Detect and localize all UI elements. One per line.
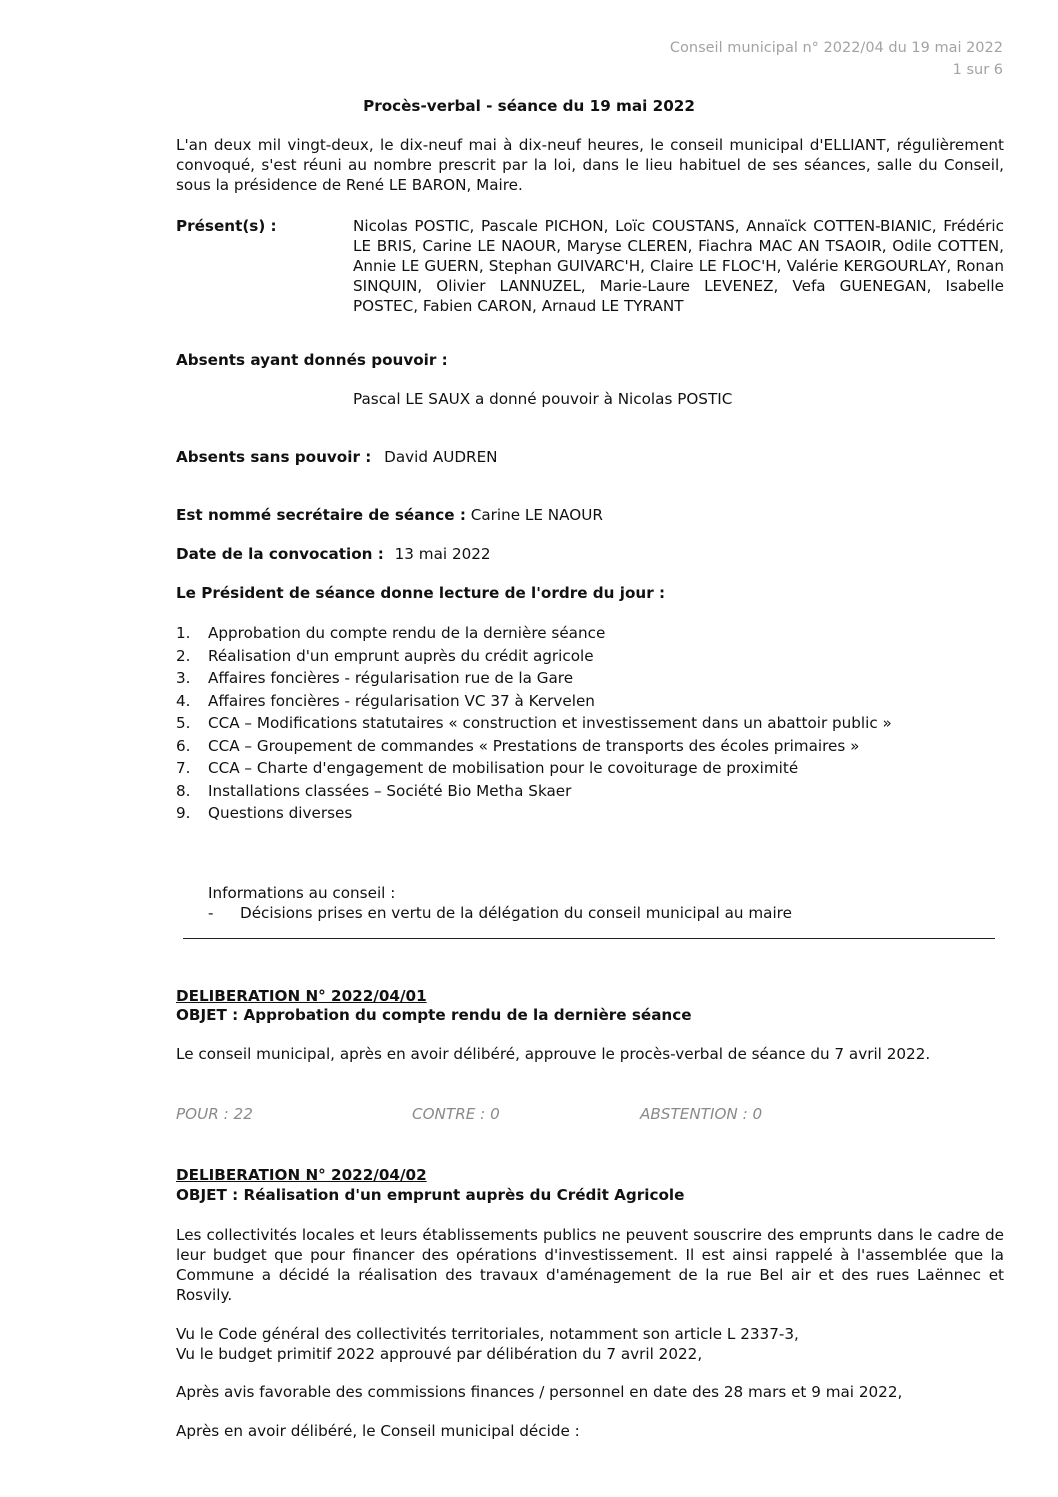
deliberation-2-number: DELIBERATION N° 2022/04/02 bbox=[176, 1166, 427, 1184]
present-label: Présent(s) : bbox=[176, 217, 277, 235]
absents-sans-value: David AUDREN bbox=[384, 448, 498, 466]
agenda-item: 2. Réalisation d'un emprunt auprès du crédit agricole bbox=[176, 646, 594, 665]
deliberation-2-avis: Après avis favorable des commissions finances / personnel en date des 28 mars et 9 mai 2022, bbox=[176, 1383, 903, 1401]
agenda-item: 1. Approbation du compte rendu de la dernière séance bbox=[176, 624, 606, 642]
convocation-value: 13 mai 2022 bbox=[394, 545, 491, 563]
agenda-item: 7. CCA – Charte d'engagement de mobilisation pour le covoiturage de proximité bbox=[176, 759, 799, 777]
vote-abstention: ABSTENTION : 0 bbox=[640, 1105, 763, 1123]
informations-bullet: - bbox=[208, 904, 214, 922]
absents-pouvoir-text: Pascal LE SAUX a donné pouvoir à Nicolas POSTIC bbox=[353, 390, 733, 408]
header-meeting-ref: Conseil municipal n° 2022/04 du 19 mai 2022 bbox=[669, 40, 1003, 56]
deliberation-2-vu2: Vu le budget primitif 2022 approuvé par délibération du 7 avril 2022, bbox=[176, 1345, 703, 1363]
deliberation-2-para1: Les collectivités locales et leurs établissements publics ne peuvent souscrire des emprunts dans le cadre de leur budget que pour financer des opérations d'investissement. Il est ainsi rappelé à l'assemblée que la Commune a décidé la réalisation des travaux d'aménagement de la rue Bel air et des rues Laënnec et Rosvily. bbox=[176, 1226, 1004, 1304]
deliberation-2-vu1: Vu le Code général des collectivités territoriales, notamment son article L 2337-3, bbox=[176, 1325, 799, 1343]
deliberation-2-objet: OBJET : Réalisation d'un emprunt auprès du Crédit Agricole bbox=[176, 1186, 685, 1204]
vote-pour: POUR : 22 bbox=[176, 1105, 253, 1123]
agenda-item: 4. Affaires foncières - régularisation VC 37 à Kervelen bbox=[176, 691, 595, 710]
deliberation-1-text: Le conseil municipal, après en avoir délibéré, approuve le procès-verbal de séance du 7 avril 2022. bbox=[176, 1045, 931, 1063]
section-divider bbox=[183, 938, 995, 939]
convocation-row bbox=[176, 544, 491, 564]
secretaire-value: Carine LE NAOUR bbox=[470, 506, 603, 524]
header-page-number: 1 sur 6 bbox=[952, 62, 1003, 78]
secretaire-row bbox=[176, 505, 603, 525]
document-title: Procès-verbal - séance du 19 mai 2022 bbox=[363, 97, 695, 115]
agenda-item: 5. CCA – Modifications statutaires « construction et investissement dans un abattoir public » bbox=[176, 714, 892, 732]
agenda-list bbox=[176, 622, 892, 825]
absents-sans-label: Absents sans pouvoir : bbox=[176, 448, 372, 466]
informations-label: Informations au conseil : bbox=[208, 884, 396, 902]
informations-item bbox=[208, 903, 792, 923]
intro-paragraph: L'an deux mil vingt-deux, le dix-neuf mai à dix-neuf heures, le conseil municipal d'ELLIANT, régulièrement convoqué, s'est réuni au nombre prescrit par la loi, dans le lieu habituel de ses séances, salle du Conseil, sous la présidence de René LE BARON, Maire. bbox=[176, 136, 1004, 194]
secretaire-label: Est nommé secrétaire de séance : bbox=[176, 506, 466, 524]
deliberation-1-objet: OBJET : Approbation du compte rendu de la dernière séance bbox=[176, 1006, 692, 1024]
deliberation-2-decide: Après en avoir délibéré, le Conseil municipal décide : bbox=[176, 1422, 580, 1440]
convocation-label: Date de la convocation : bbox=[176, 545, 384, 563]
ordre-jour-label: Le Président de séance donne lecture de l'ordre du jour : bbox=[176, 584, 666, 602]
present-names: Nicolas POSTIC, Pascale PICHON, Loïc COUSTANS, Annaïck COTTEN-BIANIC, Frédéric LE BRIS, Carine LE NAOUR, Maryse CLEREN, Fiachra MAC AN TSAOIR, Odile COTTEN, Annie LE GUERN, Stephan GUIVARC'H, Claire LE FLOC'H, Valérie KERGOURLAY, Ronan SINQUIN, Olivier LANNUZEL, Marie-Laure LEVENEZ, Vefa GUENEGAN, Isabelle POSTEC, Fabien CARON, Arnaud LE TYRANT bbox=[353, 217, 1004, 315]
vote-contre: CONTRE : 0 bbox=[412, 1105, 500, 1123]
agenda-item: 3. Affaires foncières - régularisation rue de la Gare bbox=[176, 669, 574, 687]
absents-sans-row bbox=[176, 447, 498, 467]
deliberation-1-number: DELIBERATION N° 2022/04/01 bbox=[176, 987, 427, 1005]
absents-pouvoir-label: Absents ayant donnés pouvoir : bbox=[176, 351, 448, 369]
agenda-item: 8. Installations classées – Société Bio Metha Skaer bbox=[176, 781, 572, 800]
informations-text: Décisions prises en vertu de la délégation du conseil municipal au maire bbox=[240, 904, 792, 922]
agenda-item: 6. CCA – Groupement de commandes « Prestations de transports des écoles primaires » bbox=[176, 736, 860, 755]
agenda-item: 9. Questions diverses bbox=[176, 804, 353, 822]
